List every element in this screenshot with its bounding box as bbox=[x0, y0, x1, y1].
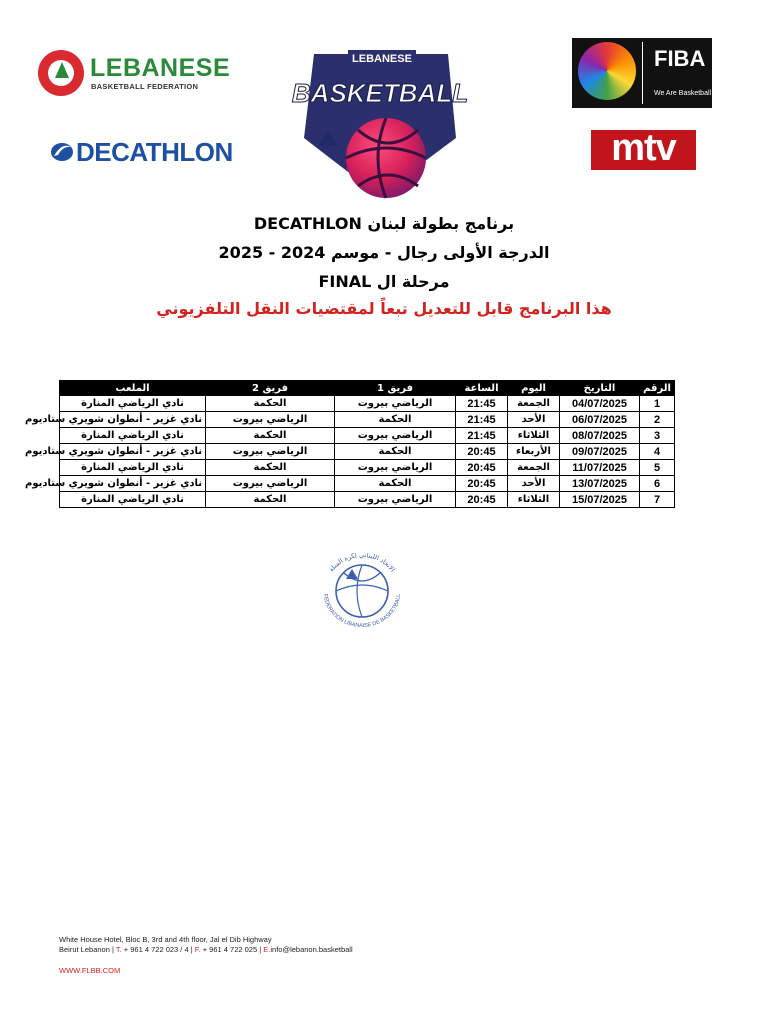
cell-date: 09/07/2025 bbox=[560, 444, 640, 460]
footer-website-link[interactable]: WWW.FLBB.COM bbox=[59, 966, 121, 975]
decathlon-logo bbox=[50, 137, 235, 167]
header-team1: فريق 1 bbox=[335, 381, 456, 396]
cell-venue: نادي غزير - أنطوان شويري ستاديوم bbox=[60, 444, 206, 460]
cell-num: 1 bbox=[640, 396, 675, 412]
cell-time: 20:45 bbox=[456, 444, 508, 460]
lbf-logo-subtitle: BASKETBALL FEDERATION bbox=[91, 82, 199, 91]
footer-fax-label: F. bbox=[194, 945, 201, 954]
cell-num: 7 bbox=[640, 492, 675, 508]
cell-team1: الحكمة bbox=[335, 412, 456, 428]
cell-num: 5 bbox=[640, 460, 675, 476]
cell-num: 6 bbox=[640, 476, 675, 492]
cell-team2: الرياضي بيروت bbox=[206, 444, 335, 460]
stamp-french-text: FEDERATION LIBANAISE DE BASKETBALL bbox=[321, 593, 403, 629]
cell-day: الجمعة bbox=[508, 396, 560, 412]
cell-num: 4 bbox=[640, 444, 675, 460]
table-row bbox=[60, 412, 675, 428]
cell-date: 11/07/2025 bbox=[560, 460, 640, 476]
footer-email[interactable]: info@lebanon.basketball bbox=[270, 945, 353, 954]
footer-city: Beirut Lebanon bbox=[59, 945, 110, 954]
fiba-logo-name: FIBA bbox=[654, 46, 706, 71]
main-logo-word: BASKETBALL bbox=[291, 78, 469, 108]
cell-day: الأحد bbox=[508, 412, 560, 428]
table-row bbox=[60, 444, 675, 460]
cedar-icon bbox=[346, 569, 358, 579]
cell-time: 20:45 bbox=[456, 460, 508, 476]
main-logo-top-text: LEBANESE bbox=[352, 53, 412, 65]
schedule-notice: هذا البرنامج قابل للتعديل تبعاً لمقتضيات النقل التلفزيوني bbox=[156, 299, 612, 318]
cell-venue: نادي الرياضي المنارة bbox=[60, 492, 206, 508]
cell-num: 2 bbox=[640, 412, 675, 428]
cell-team2: الرياضي بيروت bbox=[206, 412, 335, 428]
header-venue: الملعب bbox=[60, 381, 206, 396]
cell-venue: نادي الرياضي المنارة bbox=[60, 428, 206, 444]
lebanese-basketball-league-logo bbox=[291, 46, 469, 200]
page-title: برنامج بطولة لبنان DECATHLON bbox=[253, 214, 515, 233]
footer-contact: Beirut Lebanon | T. + 961 4 722 023 / 4 | F. + 961 4 722 025 | E.info@lebanon.basketball bbox=[59, 945, 353, 954]
cell-venue: نادي غزير - أنطوان شويري ستاديوم bbox=[60, 412, 206, 428]
table-row bbox=[60, 460, 675, 476]
header-date: التاريخ bbox=[560, 381, 640, 396]
cell-team1: الرياضي بيروت bbox=[335, 396, 456, 412]
cell-team1: الحكمة bbox=[335, 476, 456, 492]
stamp-arabic-text: الاتحاد اللبناني لكرة السلة bbox=[327, 553, 397, 574]
cell-team1: الرياضي بيروت bbox=[335, 460, 456, 476]
cell-day: الجمعة bbox=[508, 460, 560, 476]
cell-date: 04/07/2025 bbox=[560, 396, 640, 412]
lbf-logo-name: LEBANESE bbox=[90, 54, 231, 82]
header-day: اليوم bbox=[508, 381, 560, 396]
cell-date: 06/07/2025 bbox=[560, 412, 640, 428]
cell-num: 3 bbox=[640, 428, 675, 444]
schedule-table bbox=[25, 380, 675, 508]
footer-tel: + 961 4 722 023 / 4 bbox=[123, 945, 189, 954]
cell-venue: نادي غزير - أنطوان شويري ستاديوم bbox=[60, 476, 206, 492]
cell-date: 15/07/2025 bbox=[560, 492, 640, 508]
fiba-logo bbox=[572, 38, 712, 108]
footer-address: White House Hotel, Bloc B, 3rd and 4th floor, Jal el Dib Highway bbox=[59, 935, 272, 944]
cell-team2: الحكمة bbox=[206, 428, 335, 444]
cell-day: الثلاثاء bbox=[508, 428, 560, 444]
stage-subtitle: مرحلة ال FINAL bbox=[318, 272, 450, 291]
table-row bbox=[60, 396, 675, 412]
table-row bbox=[60, 492, 675, 508]
cell-team1: الحكمة bbox=[335, 444, 456, 460]
cell-date: 08/07/2025 bbox=[560, 428, 640, 444]
cell-time: 21:45 bbox=[456, 428, 508, 444]
fiba-logo-tagline: We Are Basketball bbox=[654, 90, 712, 97]
cell-time: 21:45 bbox=[456, 396, 508, 412]
lebanese-basketball-federation-logo bbox=[38, 48, 231, 104]
footer-fax: + 961 4 722 025 bbox=[202, 945, 258, 954]
footer-tel-label: T. bbox=[115, 945, 122, 954]
cell-team1: الرياضي بيروت bbox=[335, 428, 456, 444]
footer-email-label: E. bbox=[263, 945, 271, 954]
cedar-icon bbox=[55, 62, 69, 78]
fiba-divider bbox=[642, 42, 643, 104]
cell-time: 20:45 bbox=[456, 476, 508, 492]
svg-text:FEDERATION LIBANAISE DE BASKET bbox=[322, 594, 402, 629]
cell-team2: الرياضي بيروت bbox=[206, 476, 335, 492]
header-num: الرقم bbox=[640, 381, 675, 396]
svg-text:الاتحاد اللبناني لكرة السلة bbox=[327, 553, 397, 573]
cell-day: الثلاثاء bbox=[508, 492, 560, 508]
header-team2: فريق 2 bbox=[206, 381, 335, 396]
mtv-logo-text: mtv bbox=[611, 127, 676, 169]
cell-venue: نادي الرياضي المنارة bbox=[60, 460, 206, 476]
cell-day: الأحد bbox=[508, 476, 560, 492]
fiba-ball-icon bbox=[578, 42, 636, 100]
table-header-row bbox=[60, 381, 675, 396]
cell-date: 13/07/2025 bbox=[560, 476, 640, 492]
mtv-logo bbox=[591, 127, 696, 170]
cell-team2: الحكمة bbox=[206, 460, 335, 476]
table-row bbox=[60, 476, 675, 492]
cell-team2: الحكمة bbox=[206, 396, 335, 412]
cell-venue: نادي الرياضي المنارة bbox=[60, 396, 206, 412]
cell-team1: الرياضي بيروت bbox=[335, 492, 456, 508]
season-subtitle: الدرجة الأولى رجال - موسم 2024 - 2025 bbox=[218, 243, 550, 262]
header-time: الساعة bbox=[456, 381, 508, 396]
federation-stamp bbox=[314, 553, 410, 629]
decathlon-swoosh-icon bbox=[50, 140, 74, 164]
cell-team2: الحكمة bbox=[206, 492, 335, 508]
cell-time: 21:45 bbox=[456, 412, 508, 428]
decathlon-logo-text: DECATHLON bbox=[76, 137, 233, 167]
cell-time: 20:45 bbox=[456, 492, 508, 508]
table-row bbox=[60, 428, 675, 444]
cell-day: الأربعاء bbox=[508, 444, 560, 460]
